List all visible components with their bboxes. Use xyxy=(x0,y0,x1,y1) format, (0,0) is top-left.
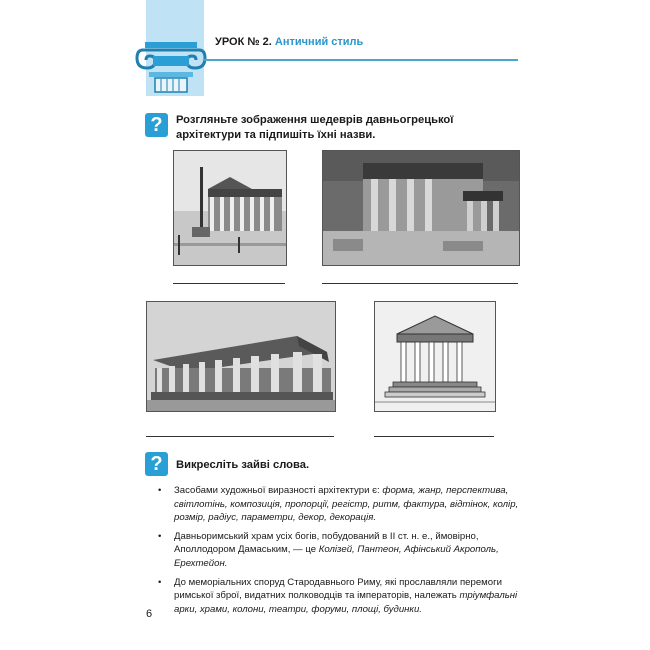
strike-options[interactable]: форма, жанр, перспектива, світлотінь, композиція, пропорції, регістр, ритм, фактура, відтінок, колір, розмір, радіус, параметри, декор, декорація. xyxy=(174,485,519,524)
ionic-capital-icon xyxy=(135,38,207,100)
header-rule xyxy=(204,59,518,61)
bullet-list xyxy=(158,484,520,621)
question-icon: ? xyxy=(145,452,168,476)
question2-text: Викресліть зайві слова. xyxy=(176,459,310,471)
lesson-title xyxy=(215,36,363,48)
photo-pantheon xyxy=(173,150,287,266)
answer-line-2[interactable] xyxy=(322,283,518,284)
answer-line-1[interactable] xyxy=(173,283,285,284)
answer-line-3[interactable] xyxy=(146,436,334,437)
lesson-topic: Античний стиль xyxy=(274,36,364,48)
list-item: • До меморіальних споруд Стародавнього Риму, які прославляли перемоги римської зброї, видатних полководців та імператорів, належать тріумфальні арки, храми, колони, театри, форуми, площі, будинки. xyxy=(158,576,520,617)
photo-temple-drawing xyxy=(374,301,496,412)
lesson-number: УРОК № 2. xyxy=(215,36,272,48)
strike-options[interactable]: тріумфальні арки, храми, колони, театри, форуми, площі, будинки. xyxy=(174,590,518,615)
list-item: • Давньоримський храм усіх богів, побудований в ІІ ст. н. е., ймовірно, Аполлодором Дамаським, — це Колізей, Пантеон, Афінський Акрополь, Ерехтейон. xyxy=(158,530,520,571)
question1-text: Розгляньте зображення шедеврів давньогрецької архітектури та підпишіть їхні назви. xyxy=(176,114,454,141)
page-number: 6 xyxy=(146,608,153,620)
photo-doric-temple xyxy=(146,301,336,412)
list-item: • Засобами художньої виразності архітектури є: форма, жанр, перспектива, світлотінь, композиція, пропорції, регістр, ритм, фактура, відтінок, колір, розмір, радіус, параметри, декор, декорація. xyxy=(158,484,520,525)
answer-line-4[interactable] xyxy=(374,436,494,437)
photo-erechtheion xyxy=(322,150,520,266)
question-icon: ? xyxy=(145,113,168,137)
strike-options[interactable]: Колізей, Пантеон, Афінський Акрополь, Ерехтейон. xyxy=(174,544,499,569)
